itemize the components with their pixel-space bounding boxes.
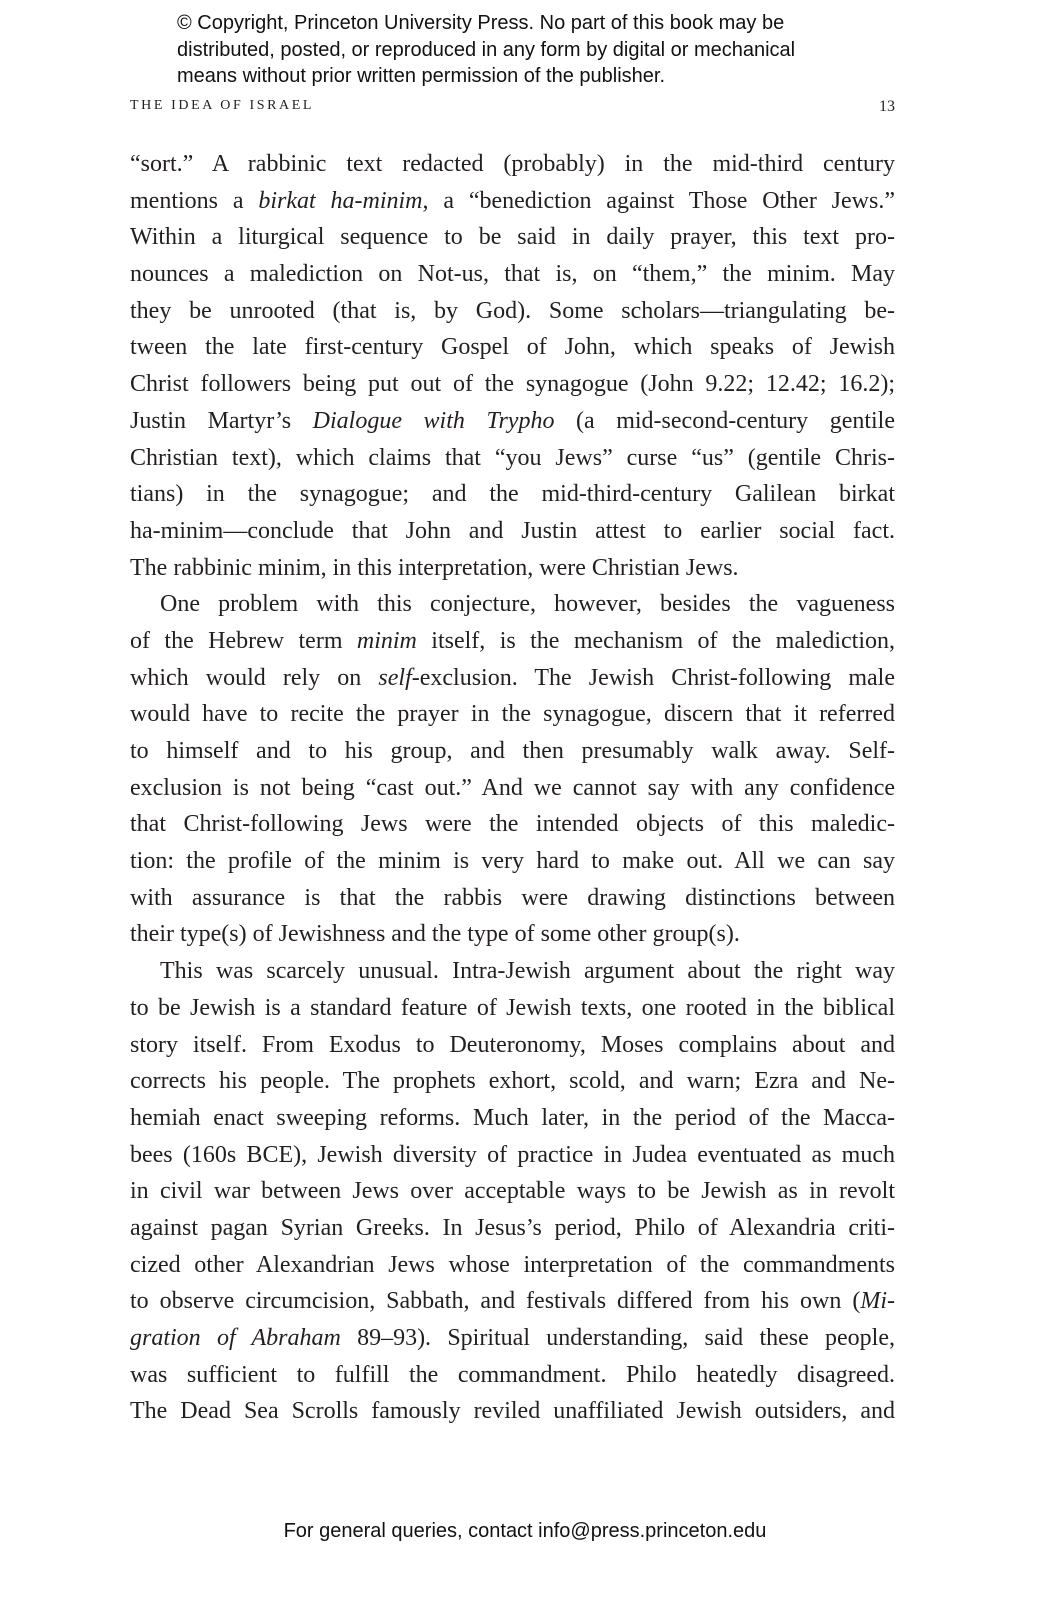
italic-text: Dialogue with Trypho <box>312 407 555 434</box>
text-line: which would rely on self-exclusion. The Jewish Christ-following male <box>130 664 895 691</box>
italic-text: minim <box>356 627 417 654</box>
text-line: exclusion is not being “cast out.” And we cannot say with any confidence <box>130 774 895 801</box>
text-line: mentions a birkat ha-minim, a “benediction against Those Other Jews.” <box>130 187 895 214</box>
text-line: was sufficient to fulfill the commandment. Philo heatedly disagreed. <box>130 1361 895 1388</box>
text-line: “sort.” A rabbinic text redacted (probably) in the mid-third century <box>130 151 895 177</box>
text-line: Within a liturgical sequence to be said in daily prayer, this text pro- <box>130 224 895 251</box>
text-line: hemiah enact sweeping reforms. Much later, in the period of the Macca- <box>130 1104 895 1131</box>
text-line: nounces a malediction on Not-us, that is, on “them,” the minim. May <box>130 261 895 288</box>
text-line: cized other Alexandrian Jews whose interpretation of the commandments <box>130 1251 895 1278</box>
text-line: of the Hebrew term minim itself, is the mechanism of the malediction, <box>130 627 895 654</box>
copyright-line: distributed, posted, or reproduced in any form by digital or mechanical <box>177 38 796 61</box>
running-head <box>130 98 895 114</box>
text-line: that Christ-following Jews were the intended objects of this maledic- <box>130 811 895 838</box>
italic-text: gration of Abraham <box>130 1325 341 1351</box>
text-line: story itself. From Exodus to Deuteronomy, Moses complains about and <box>130 1031 895 1058</box>
text-line: This was scarcely unusual. Intra-Jewish argument about the right way <box>160 958 895 985</box>
text-line: to observe circumcision, Sabbath, and festivals differed from his own (Mi- <box>130 1288 895 1315</box>
text-line: tween the late first-century Gospel of John, which speaks of Jewish <box>130 334 895 361</box>
text-line: Justin Martyr’s Dialogue with Trypho (a mid-second-century gentile <box>130 407 896 434</box>
text-line: in civil war between Jews over acceptable ways to be Jewish as in revolt <box>130 1178 895 1205</box>
running-head-title: THE IDEA OF ISRAEL <box>130 98 315 113</box>
italic-text: Mi- <box>860 1288 895 1315</box>
text-line: tians) in the synagogue; and the mid-third-century Galilean birkat <box>130 481 895 508</box>
footer-contact: For general queries, contact info@press.princeton.edu <box>283 1520 767 1542</box>
text-line: their type(s) of Jewishness and the type of some other group(s). <box>130 921 740 948</box>
text-line: The rabbinic minim, in this interpretation, were Christian Jews. <box>130 554 739 581</box>
text-line: corrects his people. The prophets exhort, scold, and warn; Ezra and Ne- <box>130 1068 895 1095</box>
text-line: would have to recite the prayer in the synagogue, discern that it referred <box>130 701 895 728</box>
text-line: against pagan Syrian Greeks. In Jesus’s period, Philo of Alexandria criti- <box>130 1214 895 1241</box>
text-line: The Dead Sea Scrolls famously reviled unaffiliated Jewish outsiders, and <box>130 1398 895 1425</box>
page-number: 13 <box>879 98 895 115</box>
text-line: Christ followers being put out of the synagogue (John 9.22; 12.42; 16.2); <box>130 371 895 398</box>
italic-text: birkat ha-minim <box>258 187 423 214</box>
text-line: One problem with this conjecture, however, besides the vagueness <box>160 591 895 618</box>
copyright-line: © Copyright, Princeton University Press. No part of this book may be <box>177 12 785 34</box>
text-line: to himself and to his group, and then presumably walk away. Self- <box>130 738 895 764</box>
text-line: to be Jewish is a standard feature of Jewish texts, one rooted in the biblical <box>130 994 895 1021</box>
text-line: Christian text), which claims that “you Jews” curse “us” (gentile Chris- <box>130 444 895 471</box>
italic-text: self <box>378 664 412 691</box>
copyright-line: means without prior written permission of the publisher. <box>177 65 666 87</box>
text-line: ha-minim—conclude that John and Justin attest to earlier social fact. <box>130 517 895 544</box>
text-line: gration of Abraham 89–93). Spiritual understanding, said these people, <box>130 1325 895 1351</box>
text-line: tion: the profile of the minim is very hard to make out. All we can say <box>130 848 895 875</box>
text-line: bees (160s BCE), Jewish diversity of practice in Judea eventuated as much <box>130 1141 895 1168</box>
text-line: with assurance is that the rabbis were drawing distinctions between <box>130 884 895 911</box>
text-line: they be unrooted (that is, by God). Some scholars—triangulating be- <box>130 297 895 324</box>
body-text <box>130 146 895 1430</box>
copyright-notice <box>177 10 795 90</box>
